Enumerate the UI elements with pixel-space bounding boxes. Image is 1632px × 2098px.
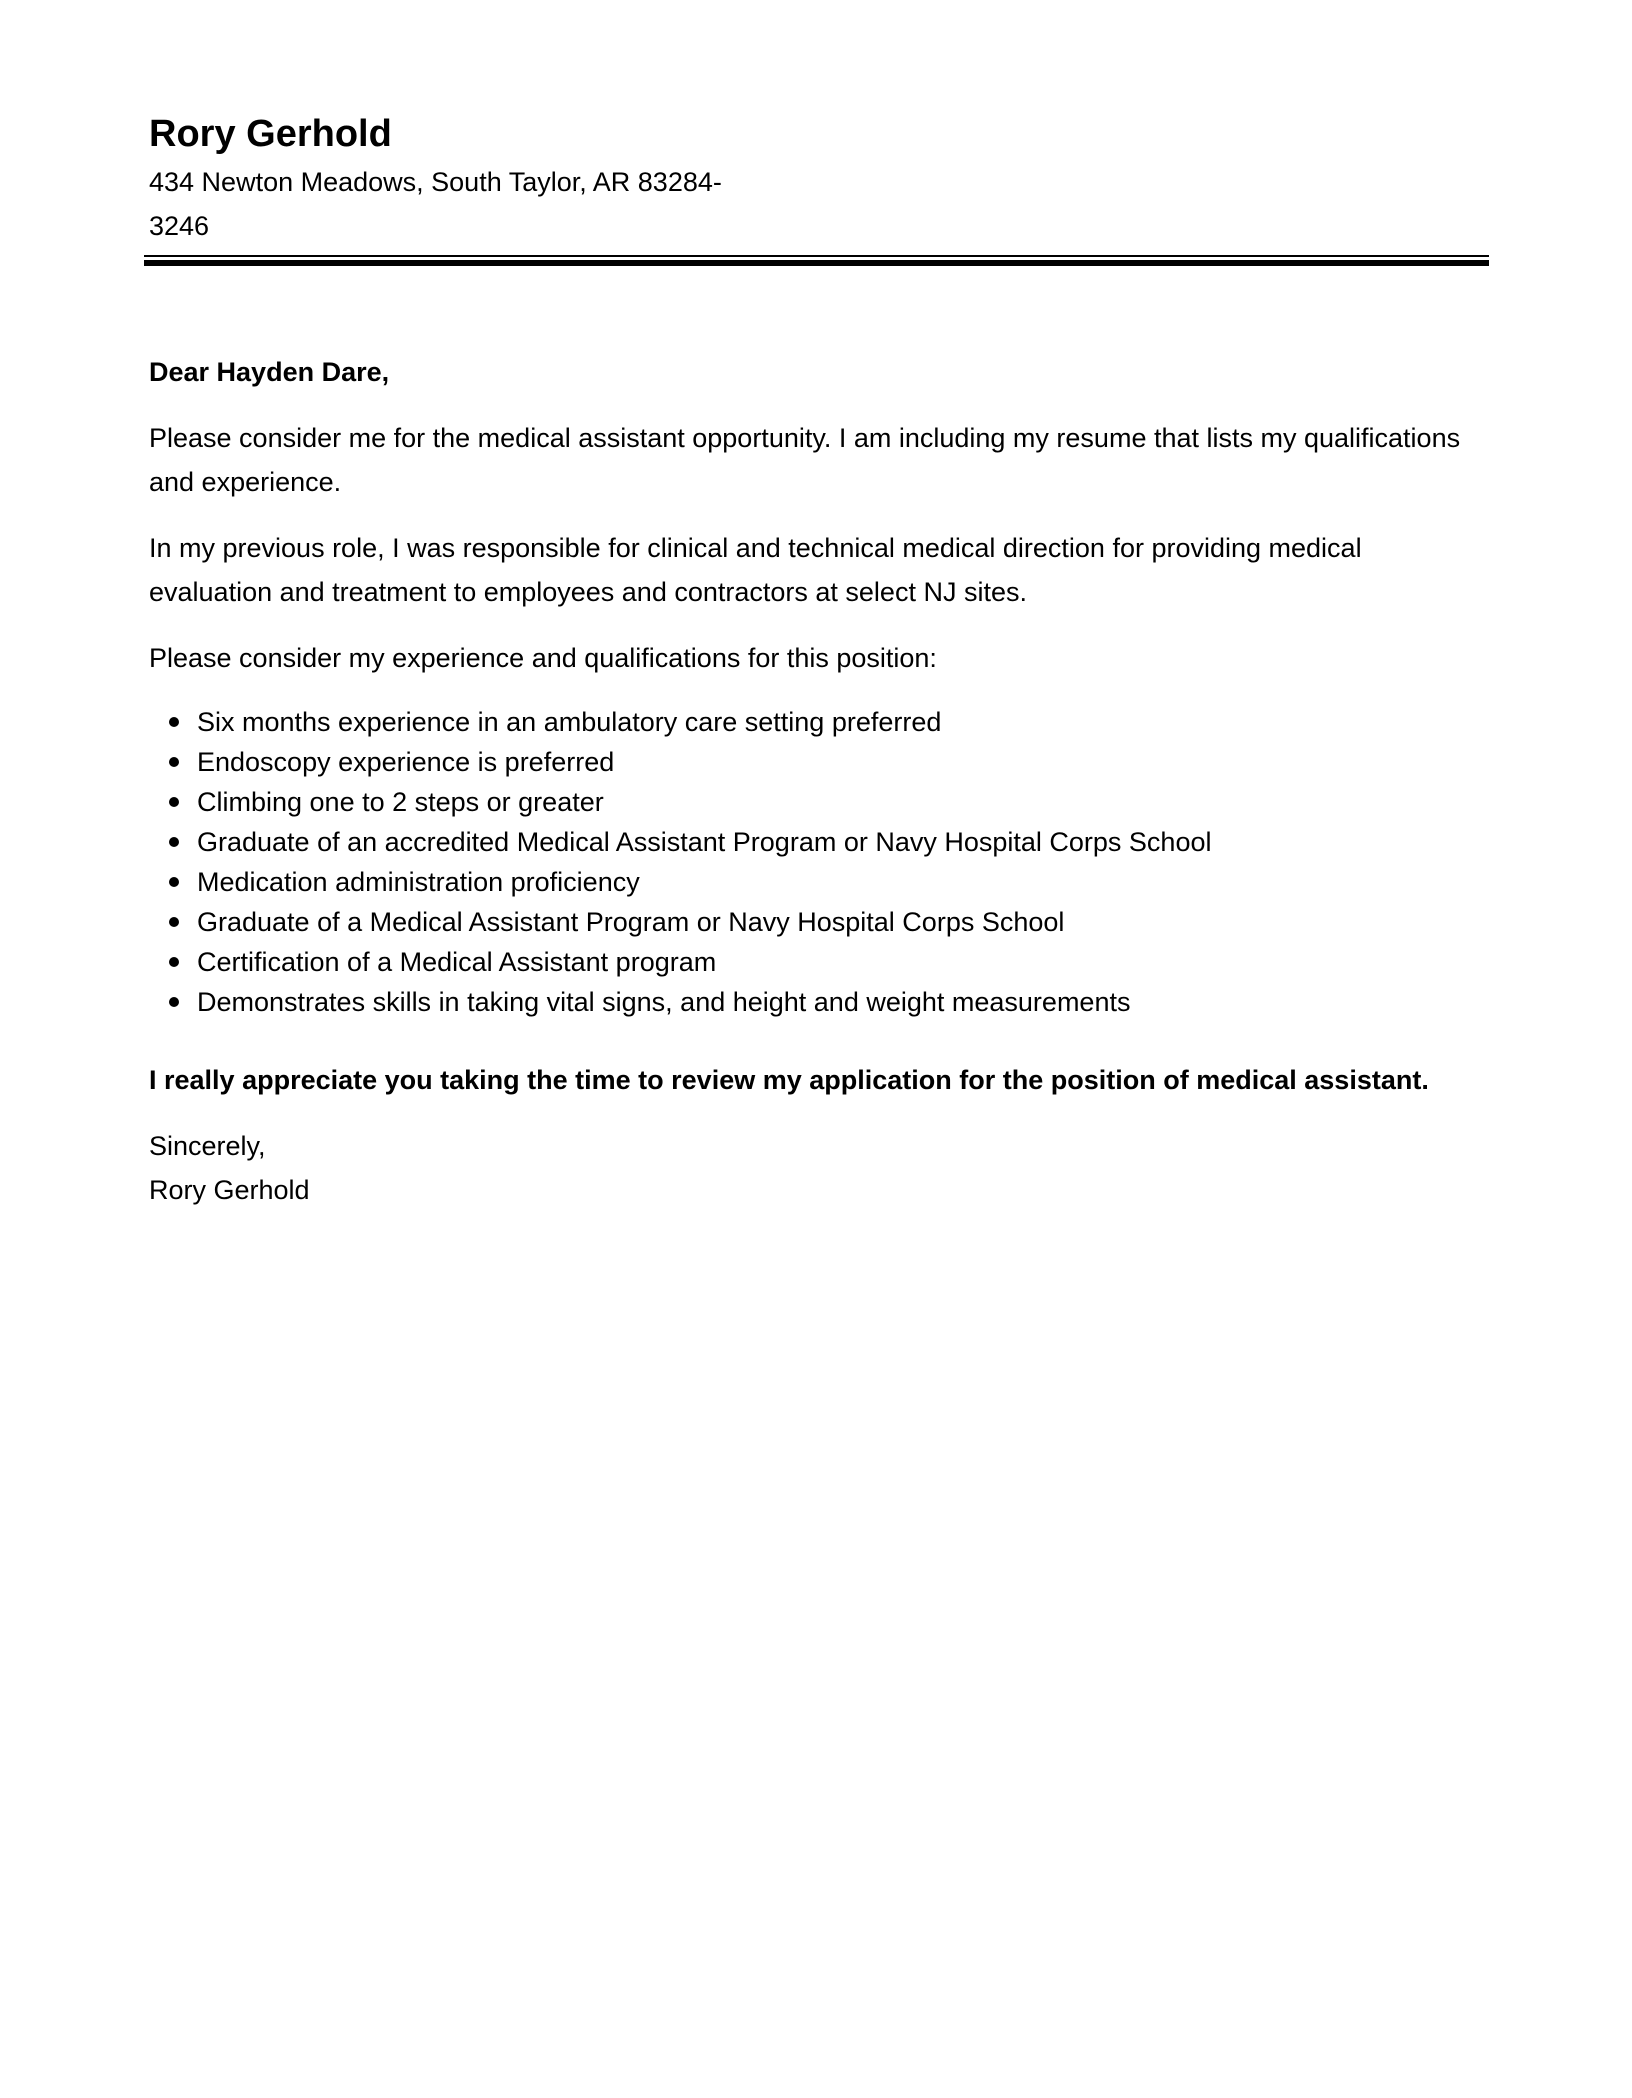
letter-header	[149, 108, 1489, 248]
bullet-icon	[169, 917, 179, 927]
bullet-icon	[169, 757, 179, 767]
bullet-icon	[169, 877, 179, 887]
letter-body	[149, 350, 1489, 1212]
list-item	[149, 902, 1489, 942]
sender-address: 434 Newton Meadows, South Taylor, AR 83284-3246	[149, 167, 722, 241]
valediction: Sincerely,	[149, 1131, 266, 1161]
list-item-text: Six months experience in an ambulatory care setting preferred	[197, 707, 942, 737]
bullet-icon	[169, 797, 179, 807]
sender-name: Rory Gerhold	[149, 113, 392, 155]
list-item-text: Graduate of an accredited Medical Assistant Program or Navy Hospital Corps School	[197, 827, 1212, 857]
list-item-text: Certification of a Medical Assistant program	[197, 947, 717, 977]
list-item	[149, 782, 1489, 822]
signature-name: Rory Gerhold	[149, 1175, 310, 1205]
list-item	[149, 862, 1489, 902]
experience-paragraph: In my previous role, I was responsible for clinical and technical medical direction for providing medical evaluation and treatment to employees and contractors at select NJ sites.	[149, 533, 1362, 607]
list-item-text: Climbing one to 2 steps or greater	[197, 787, 604, 817]
intro-paragraph: Please consider me for the medical assistant opportunity. I am including my resume that lists my qualifications and experience.	[149, 423, 1461, 497]
list-item	[149, 742, 1489, 782]
qualifications-list	[149, 702, 1489, 1022]
list-item	[149, 822, 1489, 862]
bullet-icon	[169, 997, 179, 1007]
list-item-text: Graduate of a Medical Assistant Program or Navy Hospital Corps School	[197, 907, 1065, 937]
bullet-icon	[169, 957, 179, 967]
list-item-text: Demonstrates skills in taking vital signs, and height and weight measurements	[197, 987, 1131, 1017]
header-divider	[144, 255, 1489, 266]
bullet-icon	[169, 717, 179, 727]
divider-thick-line	[144, 260, 1489, 266]
list-item	[149, 942, 1489, 982]
list-item	[149, 982, 1489, 1022]
salutation: Dear Hayden Dare,	[149, 357, 390, 387]
list-item-text: Medication administration proficiency	[197, 867, 640, 897]
list-item	[149, 702, 1489, 742]
closing-statement: I really appreciate you taking the time to review my application for the position of medical assistant.	[149, 1065, 1429, 1095]
list-item-text: Endoscopy experience is preferred	[197, 747, 615, 777]
bullet-icon	[169, 837, 179, 847]
qualifications-intro: Please consider my experience and qualifications for this position:	[149, 643, 937, 673]
